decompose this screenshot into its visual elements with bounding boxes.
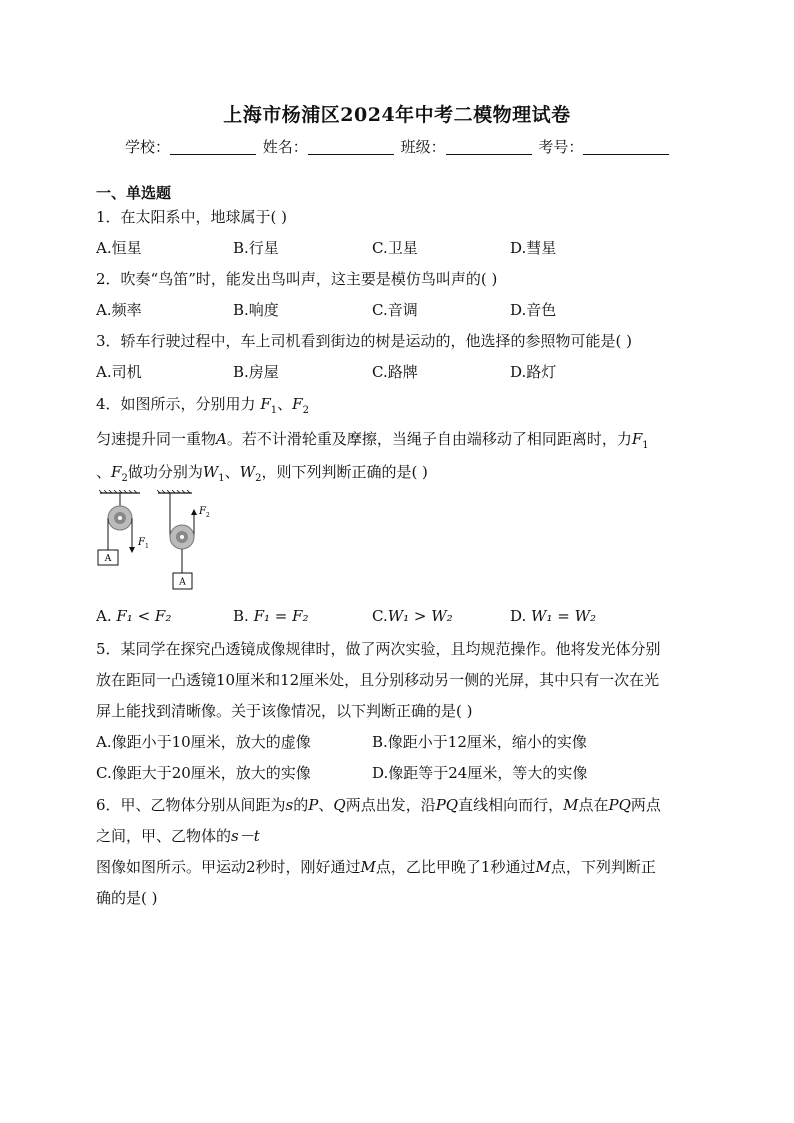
q6-m: M [563,796,579,814]
q4-line2-text: 匀速提升同一重物 [96,430,217,448]
q6-stem-line3 [96,856,656,877]
q4-stem-text: 4．如图所示，分别用力 [96,395,256,413]
q5-option-c[interactable]: C.像距大于20厘米，放大的实像 [96,764,311,782]
q1-option-b[interactable]: B.行星 [233,239,279,257]
q4-stem-line1 [96,393,309,416]
q5-option-a[interactable]: A.像距小于10厘米，放大的虚像 [96,733,311,751]
q1-option-c[interactable]: C.卫星 [372,239,418,257]
q4-f1 [260,395,278,416]
q4-w2 [239,463,262,484]
q4-line3-post: ，则下列判断正确的是( ) [261,463,428,481]
q3-option-d[interactable]: D.路灯 [510,363,557,381]
option-letter: D. [510,607,527,625]
q1-option-a[interactable]: A.恒星 [96,239,142,257]
name-label: 姓名： [262,138,308,156]
q2-option-d[interactable]: D.音色 [510,301,557,319]
number-label: 考号： [538,138,584,156]
q6-pq: PQ [608,796,631,814]
q4-separator: 、 [277,395,293,413]
q6-m: M [360,858,376,876]
fig-box-a-right: A [179,577,186,588]
option-expr: F₁ < F₂ [116,607,172,625]
f-subscript: 2 [121,473,128,484]
q3-option-b[interactable]: B.房屋 [233,363,279,381]
option-letter: C. [372,607,388,625]
q4-option-a[interactable] [96,607,171,625]
q4-f2 [292,395,309,416]
fig-f2-label [198,506,210,519]
q4-line3-pre: 、 [96,463,112,481]
class-blank[interactable] [446,140,532,155]
q4-line3-sep: 、 [224,463,240,481]
w-subscript: 2 [255,473,262,484]
q6-text: 6．甲、乙物体分别从间距为 [96,796,286,814]
q6-text: 点，下列判断正 [550,858,656,876]
q6-text: 两点 [630,796,661,814]
fig-box-a-left: A [104,554,112,564]
f-subscript: 1 [642,440,649,451]
q6-stem-line4: 确的是( ) [96,889,158,907]
q6-m: M [535,858,551,876]
page-title: 上海市杨浦区2024年中考二模物理试卷 [223,104,571,126]
q4-stem-line2 [96,428,649,451]
option-letter: B. [233,607,249,625]
q2-option-c[interactable]: C.音调 [372,301,418,319]
school-blank[interactable] [170,140,256,155]
q3-stem: 3．轿车行驶过程中，车上司机看到街边的树是运动的，他选择的参照物可能是( ) [96,332,633,350]
school-label: 学校： [125,138,171,156]
q4-option-b[interactable] [233,607,309,625]
q5-stem-line1: 5．某同学在探究凸透镜成像规律时，做了两次实验，且均规范操作。他将发光体分别 [96,640,661,658]
q6-st: s－t [231,827,260,845]
w-symbol: W [239,463,256,481]
q6-text: 两点出发，沿 [345,796,436,814]
q4-line3-f [111,463,128,484]
q5-option-b[interactable]: B.像距小于12厘米，缩小的实像 [372,733,587,751]
fig-f1-symbol: F [138,537,145,548]
class-label: 班级： [400,138,446,156]
q4-option-c[interactable] [372,607,453,625]
section-heading: 一、单选题 [96,184,172,202]
q6-q: Q [333,796,346,814]
q2-option-b[interactable]: B.响度 [233,301,279,319]
q4-w1 [202,463,225,484]
q3-option-a[interactable]: A.司机 [96,363,142,381]
q2-option-a[interactable]: A.频率 [96,301,142,319]
f1-subscript: 1 [270,405,278,416]
q6-s: s [285,796,294,814]
q6-text: 、 [318,796,334,814]
name-blank[interactable] [308,140,394,155]
w-subscript: 1 [218,473,225,484]
fig-f2-subscript: 2 [205,512,210,519]
q6-stem-line2 [96,825,260,846]
q5-stem-line2: 放在距同一凸透镜10厘米和12厘米处，且分别移动另一侧的光屏，其中只有一次在光 [96,671,660,689]
number-blank[interactable] [583,140,669,155]
option-expr: W₁ = W₂ [531,607,597,625]
q5-option-d[interactable]: D.像距等于24厘米，等大的实像 [372,764,588,782]
q6-text: 之间，甲、乙物体的 [96,827,232,845]
q6-text: 图像如图所示。甲运动2秒时，刚好通过 [96,858,361,876]
q6-pq: PQ [435,796,459,814]
f-symbol: F [631,430,643,448]
pulley-figure [96,490,226,595]
q4-line3-mid: 做功分别为 [127,463,203,481]
fig-f2-symbol: F [199,506,206,517]
q6-text: 点在 [578,796,609,814]
q3-option-c[interactable]: C.路牌 [372,363,418,381]
q4-stem-line3 [96,461,428,484]
q4-line2-f [631,430,649,451]
student-info-row [125,136,671,157]
q5-stem-line3: 屏上能找到清晰像。关于该像情况，以下判断正确的是( ) [96,702,473,720]
q4-line2-a: A [216,430,227,448]
option-expr: W₁ > W₂ [387,607,453,625]
q2-stem: 2．吹奏“鸟笛”时，能发出鸟叫声，这主要是模仿鸟叫声的( ) [96,270,498,288]
q1-option-d[interactable]: D.彗星 [510,239,557,257]
fig-f1-subscript: 1 [144,543,149,550]
f1-symbol: F [260,395,271,413]
q6-text: 直线相向而行， [458,796,564,814]
q6-text: 点，乙比甲晚了1秒通过 [375,858,536,876]
q4-option-d[interactable] [510,607,596,625]
q6-text: 的 [293,796,309,814]
option-expr: F₁ = F₂ [253,607,309,625]
f-symbol: F [111,463,122,481]
q6-stem-line1 [96,794,661,815]
q4-line2-post: 。若不计滑轮重及摩擦，当绳子自由端移动了相同距离时，力 [226,430,632,448]
f2-subscript: 2 [302,405,309,416]
fig-f1-label [137,537,149,550]
q6-p: P [308,796,319,814]
f2-symbol: F [292,395,303,413]
q1-stem: 1．在太阳系中，地球属于( ) [96,208,288,226]
option-letter: A. [96,607,112,625]
w-symbol: W [202,463,219,481]
